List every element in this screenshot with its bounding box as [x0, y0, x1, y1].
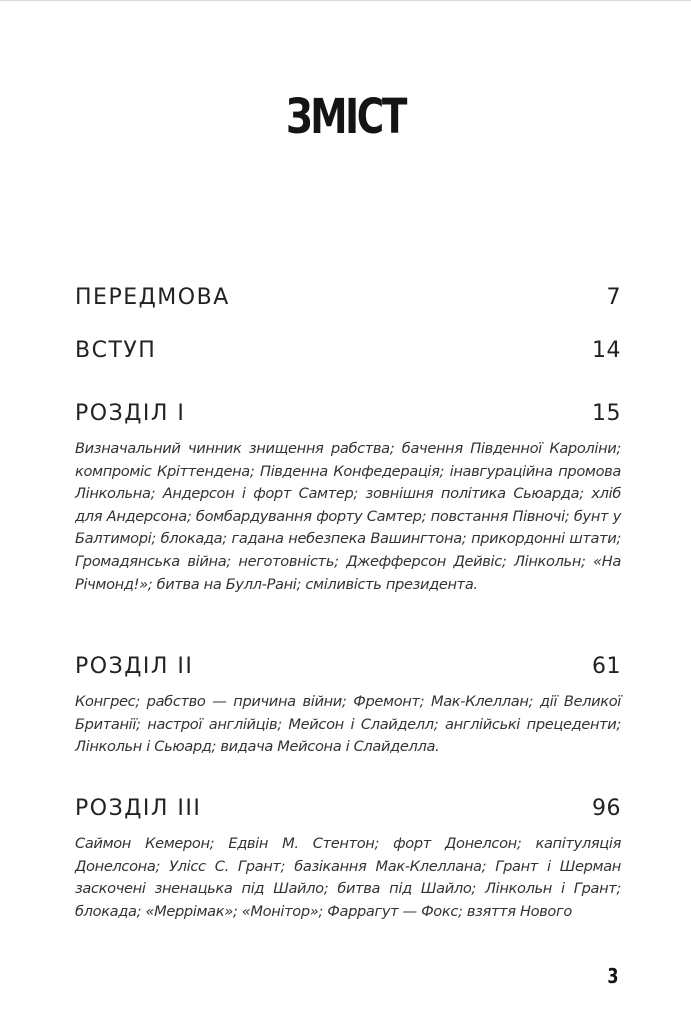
toc-entry-introduction	[75, 340, 621, 362]
toc-entry-label: ВСТУП	[75, 338, 157, 363]
toc-entry-label: РОЗДІЛ ІІ	[75, 654, 194, 679]
page-title: ЗМІСТ	[285, 89, 406, 145]
toc-entry-description: Визначальний чинник знищення рабства; бачення Південної Кароліни; компроміс Кріттендена; Південна Конфедерація; інавгураційна промова Лінкольна; Андерсон і форт Самтер; зовнішня політика Сьюарда; хліб для Андерсона; бомбардування форту Самтер; повстання Півночі; бунт у Балтиморі; блокада; гадана небезпека Вашингтона; прикордонні штати; Громадянська війна; неготовність; Джефферсон Дейвіс; Лінкольн; «На Річмонд!»; битва на Булл-Рані; сміливість президента.	[75, 440, 621, 593]
toc-entry-description: Саймон Кемерон; Едвін М. Стентон; форт Донелсон; капітуляція Донелсона; Улісс С. Грант; базікання Мак-Клеллана; Грант і Шерман заскочені зненацька під Шайло; битва під Шайло; Лінкольн і Грант; блокада; «Меррімак»; «Монітор»; Фаррагут — Фокс; взяття Нового	[75, 835, 621, 920]
toc-entry-page: 61	[592, 654, 621, 679]
toc-entry-chapter-1	[75, 403, 621, 596]
toc-entry-page: 14	[592, 338, 621, 363]
toc-entry-chapter-2	[75, 656, 621, 759]
toc-entry-description: Конгрес; рабство — причина війни; Фремонт; Мак-Клеллан; дії Великої Британії; настрої англійців; Мейсон і Слайделл; англійські прецеденти; Лінкольн і Сьюард; видача Мейсона і Слайделла.	[75, 693, 621, 756]
toc-entry-page: 15	[592, 401, 621, 426]
toc-entry-head	[75, 340, 621, 362]
toc-entry-head	[75, 656, 621, 678]
toc-entry-chapter-3	[75, 798, 621, 923]
page-number: 3	[607, 964, 619, 988]
toc-entry-label: РОЗДІЛ І	[75, 401, 186, 426]
toc-entry-head	[75, 403, 621, 425]
toc-entry-label: РОЗДІЛ ІІІ	[75, 796, 202, 821]
toc-entry-head	[75, 798, 621, 820]
toc-entry-label: ПЕРЕДМОВА	[75, 285, 230, 310]
toc-entry-page: 96	[592, 796, 621, 821]
toc-entry-head	[75, 287, 621, 309]
toc-entry-foreword	[75, 287, 621, 309]
toc-entry-page: 7	[606, 285, 621, 310]
